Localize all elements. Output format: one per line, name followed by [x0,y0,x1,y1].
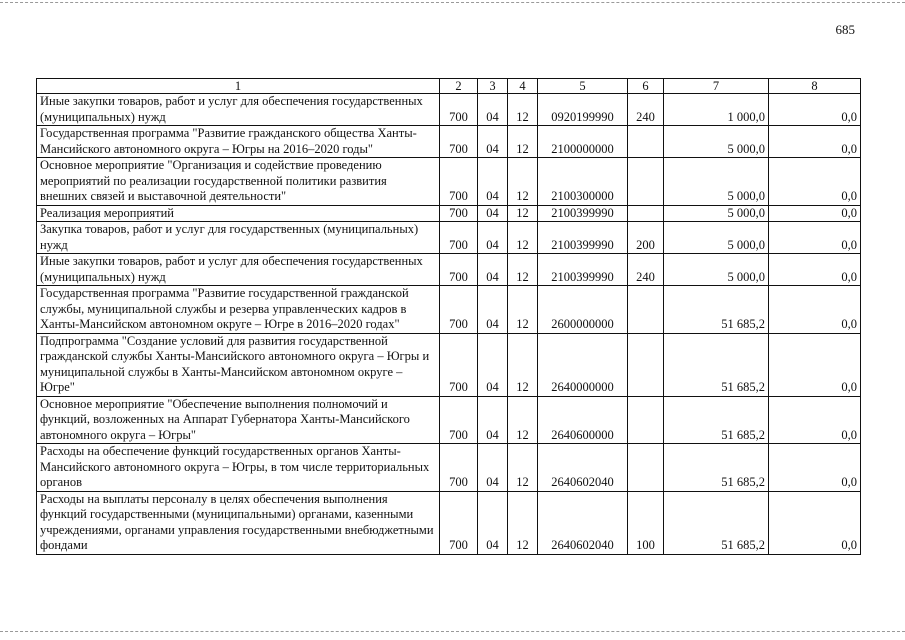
col-6-cell [628,126,664,158]
col-2-cell: 700 [440,491,478,554]
col-6-cell: 240 [628,254,664,286]
budget-table [36,78,861,555]
col-6-cell: 240 [628,94,664,126]
column-header-8: 8 [769,79,861,94]
col-4-cell: 12 [508,333,538,396]
col-7-amount: 51 685,2 [664,396,769,444]
col-3-cell: 04 [478,94,508,126]
col-7-amount: 51 685,2 [664,491,769,554]
col-8-amount: 0,0 [769,126,861,158]
col-8-amount: 0,0 [769,333,861,396]
col-7-amount: 51 685,2 [664,333,769,396]
col-5-cell: 2640602040 [538,444,628,492]
col-5-cell: 2640000000 [538,333,628,396]
col-2-cell: 700 [440,222,478,254]
row-name: Иные закупки товаров, работ и услуг для обеспечения государственных (муниципальных) нужд [37,94,440,126]
col-3-cell: 04 [478,205,508,222]
table-row [37,222,861,254]
col-3-cell: 04 [478,444,508,492]
col-2-cell: 700 [440,205,478,222]
col-5-cell: 0920199990 [538,94,628,126]
column-header-4: 4 [508,79,538,94]
col-3-cell: 04 [478,286,508,334]
col-3-cell: 04 [478,396,508,444]
table-row [37,126,861,158]
row-name: Подпрограмма "Создание условий для развития государственной гражданской службы Ханты-Мансийского автономного округа – Югры и муниципальной службы в Ханты-Мансийском автономном округе – Югре" [37,333,440,396]
table-row [37,158,861,206]
col-8-amount: 0,0 [769,205,861,222]
header-row [37,79,861,94]
col-5-cell: 2640602040 [538,491,628,554]
col-6-cell: 100 [628,491,664,554]
table-row [37,333,861,396]
table-row [37,491,861,554]
col-7-amount: 51 685,2 [664,286,769,334]
col-2-cell: 700 [440,94,478,126]
col-4-cell: 12 [508,126,538,158]
col-7-amount: 51 685,2 [664,444,769,492]
row-name: Основное мероприятие "Организация и содействие проведению мероприятий по реализации государственной политики развития внешних связей и выставочной деятельности" [37,158,440,206]
col-8-amount: 0,0 [769,491,861,554]
col-6-cell [628,286,664,334]
col-2-cell: 700 [440,126,478,158]
col-2-cell: 700 [440,333,478,396]
row-name: Государственная программа "Развитие государственной гражданской службы, муниципальной службы и резерва управленческих кадров в Ханты-Мансийском автономном округе – Югре в 2016–2020 годах" [37,286,440,334]
col-4-cell: 12 [508,286,538,334]
col-8-amount: 0,0 [769,396,861,444]
col-2-cell: 700 [440,396,478,444]
scan-bottom-edge [0,631,905,634]
col-4-cell: 12 [508,205,538,222]
col-4-cell: 12 [508,444,538,492]
col-2-cell: 700 [440,158,478,206]
row-name: Расходы на обеспечение функций государственных органов Ханты-Мансийского автономного округа – Югры, в том числе территориальных органов [37,444,440,492]
table-body [37,94,861,555]
col-4-cell: 12 [508,222,538,254]
table-row [37,286,861,334]
table-row [37,94,861,126]
col-8-amount: 0,0 [769,222,861,254]
col-3-cell: 04 [478,222,508,254]
col-4-cell: 12 [508,254,538,286]
col-3-cell: 04 [478,158,508,206]
table-row [37,396,861,444]
col-5-cell: 2100399990 [538,205,628,222]
col-4-cell: 12 [508,94,538,126]
col-7-amount: 5 000,0 [664,205,769,222]
col-6-cell [628,205,664,222]
column-header-2: 2 [440,79,478,94]
col-3-cell: 04 [478,333,508,396]
col-8-amount: 0,0 [769,158,861,206]
col-6-cell [628,444,664,492]
row-name: Государственная программа "Развитие гражданского общества Ханты-Мансийского автономного округа – Югры на 2016–2020 годы" [37,126,440,158]
col-7-amount: 5 000,0 [664,126,769,158]
row-name: Основное мероприятие "Обеспечение выполнения полномочий и функций, возложенных на Аппарат Губернатора Ханты-Мансийского автономного округа – Югры" [37,396,440,444]
col-5-cell: 2100000000 [538,126,628,158]
col-2-cell: 700 [440,286,478,334]
col-4-cell: 12 [508,158,538,206]
col-6-cell [628,333,664,396]
col-5-cell: 2600000000 [538,286,628,334]
column-header-5: 5 [538,79,628,94]
column-header-3: 3 [478,79,508,94]
col-3-cell: 04 [478,126,508,158]
table-row [37,205,861,222]
col-5-cell: 2100300000 [538,158,628,206]
col-6-cell: 200 [628,222,664,254]
table-row [37,254,861,286]
col-6-cell [628,396,664,444]
page-number: 685 [835,22,855,37]
column-header-1: 1 [37,79,440,94]
column-header-7: 7 [664,79,769,94]
col-3-cell: 04 [478,254,508,286]
scan-top-edge [0,2,905,5]
col-2-cell: 700 [440,444,478,492]
col-3-cell: 04 [478,491,508,554]
col-5-cell: 2100399990 [538,222,628,254]
col-7-amount: 1 000,0 [664,94,769,126]
col-8-amount: 0,0 [769,254,861,286]
table-row [37,444,861,492]
col-7-amount: 5 000,0 [664,158,769,206]
col-4-cell: 12 [508,491,538,554]
col-8-amount: 0,0 [769,444,861,492]
col-7-amount: 5 000,0 [664,222,769,254]
col-4-cell: 12 [508,396,538,444]
col-2-cell: 700 [440,254,478,286]
row-name: Реализация мероприятий [37,205,440,222]
col-7-amount: 5 000,0 [664,254,769,286]
col-8-amount: 0,0 [769,286,861,334]
column-header-6: 6 [628,79,664,94]
row-name: Расходы на выплаты персоналу в целях обеспечения выполнения функций государственными (муниципальными) органами, казенными учреждениями, органами управления государственными внебюджетными фондами [37,491,440,554]
row-name: Закупка товаров, работ и услуг для государственных (муниципальных) нужд [37,222,440,254]
col-5-cell: 2640600000 [538,396,628,444]
col-8-amount: 0,0 [769,94,861,126]
col-6-cell [628,158,664,206]
col-5-cell: 2100399990 [538,254,628,286]
row-name: Иные закупки товаров, работ и услуг для обеспечения государственных (муниципальных) нужд [37,254,440,286]
